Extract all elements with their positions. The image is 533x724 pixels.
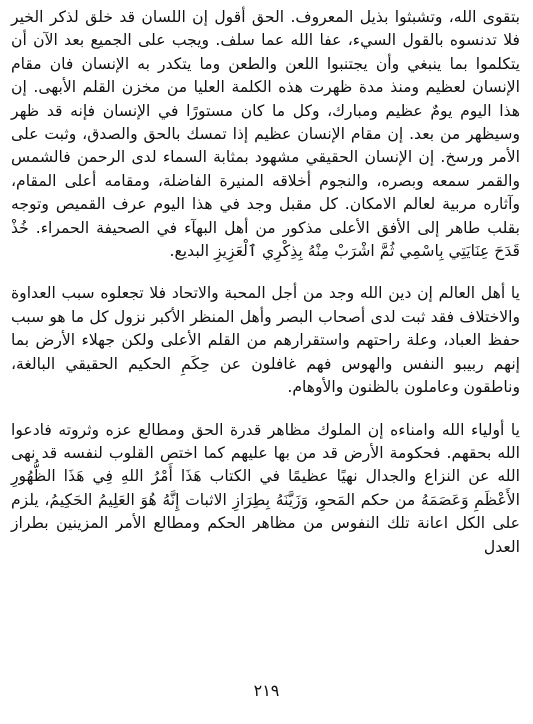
page-number: ٢١٩: [253, 681, 280, 700]
paragraph-3: يا أولياء الله وامناءه إن الملوك مظاهر قدرة الحق ومطالع عزه وثروته فادعوا الله بحقهم. فحكومة الأرض قد من بها عليهم كما اختص القلوب لنفسه قد نهى الله عن النزاع والجدال نهيًا عظيمًا في الكتاب هَذَا أَمْرُ اللهِ فِي هَذَا الظُّهُورِ الأَعْظَمِ وَعَصَمَهُ من حكم المَحوِ، وَزَيَّنَهُ بِطِرَازِ الاثبات إِنَّهُ هُوَ العَلِيمُ الحَكِيمُ، يلزم على الكل اعانة تلك النفوس من مظاهر الحكم ومطالع الأمر المزينين بطراز العدل: [11, 420, 520, 556]
paragraph-1: بتقوى الله، وتشبثوا بذيل المعروف. الحق أقول إن اللسان قد خلق لذكر الخير فلا تدنسوه بالقول السيء، عفا الله عما سلف. ويجب على الجميع بعد الآن أن يتكلموا بما ينبغي وأن يجتنبوا اللعن والطعن وما يتكدر به الإنسان فان مقام الإنسان لعظيم ومنذ مدة ظهرت هذه الكلمة العليا من مخزن القلم الأبهى. إن هذا اليوم يومٌ عظيم ومبارك، وكل ما كان مستورًا في الإنسان فإنه قد ظهر وسيظهر من بعد. إن مقام الإنسان عظيم إذا تمسك بالحق والصدق، وثبت على الأمر ورسخ. إن الإنسان الحقيقي مشهود بمثابة السماء لدى الرحمن فالشمس والقمر سمعه وبصره، والنجوم أخلاقه المنيرة الفاضلة، ومقامه أعلى المقام، وآثاره مربية لعالم الامكان. كل مقبل وجد في هذا اليوم عرف القميص وتوجه بقلب طاهر إلى الأفق الأعلى مذكور من أهل البهآء في الصحيفة الحمراء. خُذْ قَدَحَ عِنَايَتِي بِاسْمِي ثُمَّ اشْرَبْ مِنْهُ بِذِكْرِي ٱلْعَزِيزِ البديع.: [11, 8, 520, 261]
paragraph-2: يا أهل العالم إن دين الله وجد من أجل المحبة والاتحاد فلا تجعلوه سبب العداوة والاختلاف فقد ثبت لدى أصحاب البصر وأهل المنظر الأكبر نزول كل ما هو سبب حفظ العباد، وعلة راحتهم واستقرارهم من القلم الأعلى ولكن جهلاء الأرض بما إنهم ربيبو النفس والهوس فهم غافلون عن حِكَمِ الحكيم الحقيقي البالغة، وناطقون وعاملون بالظنون والأوهام.: [11, 284, 520, 397]
